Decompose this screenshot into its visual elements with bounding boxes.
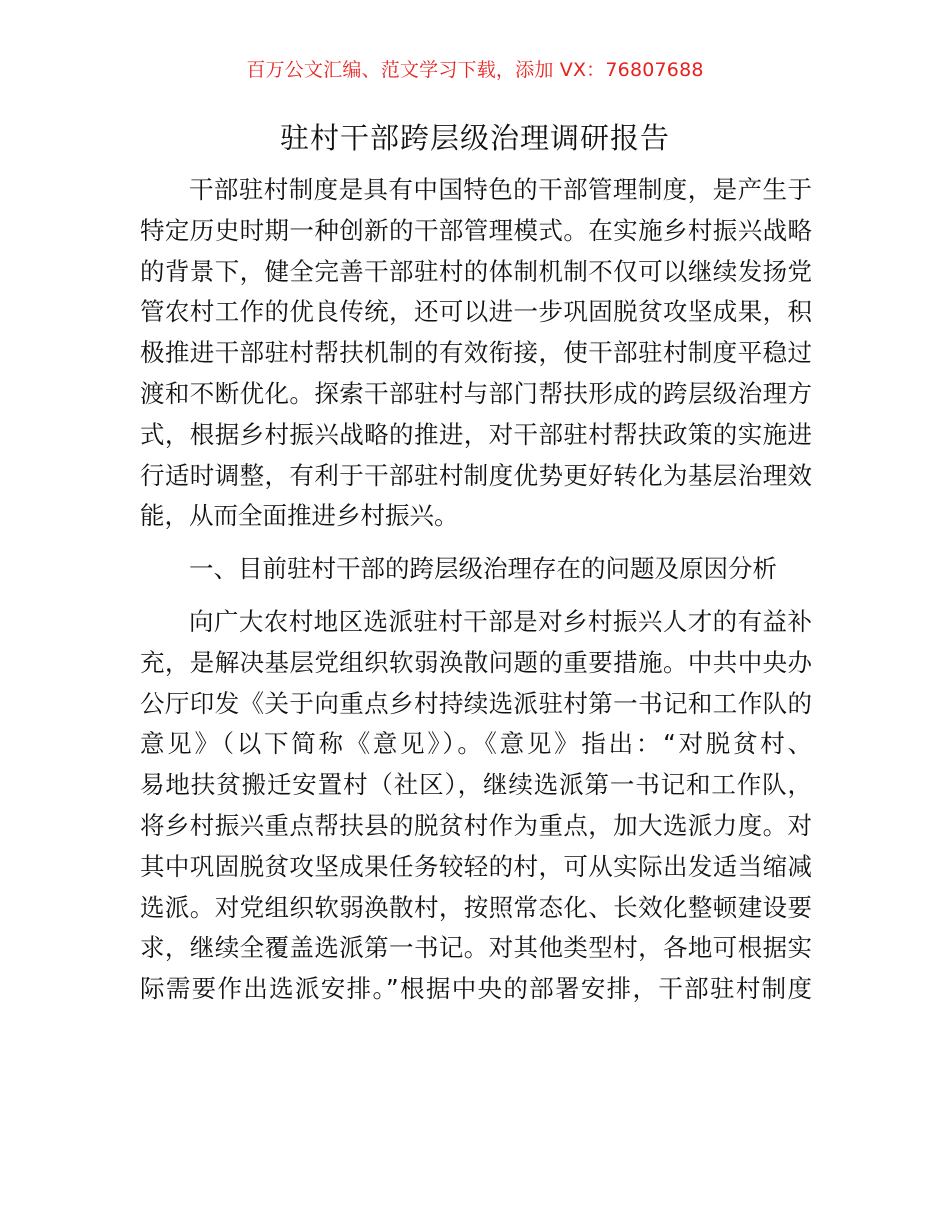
- text-line: 选派。对党组织软弱涣散村，按照常态化、长效化整顿建设要: [140, 892, 812, 922]
- text-line: 将乡村振兴重点帮扶县的脱贫村作为重点，加大选派力度。对: [140, 810, 812, 840]
- document-title: 驻村干部跨层级治理调研报告: [279, 121, 670, 155]
- text-line: 管农村工作的优良传统，还可以进一步巩固脱贫攻坚成果，积: [140, 297, 812, 327]
- text-line: 其中巩固脱贫攻坚成果任务较轻的村，可从实际出发适当缩减: [140, 851, 812, 881]
- text-line: 渡和不断优化。探索干部驻村与部门帮扶形成的跨层级治理方: [140, 378, 812, 408]
- paragraph-section-one: [140, 602, 812, 1010]
- text-line: 公厅印发《关于向重点乡村持续选派驻村第一书记和工作队的: [140, 688, 812, 718]
- section-heading: [140, 549, 812, 590]
- text-line: 际需要作出选派安排。”根据中央的部署安排，干部驻村制度: [140, 974, 812, 1004]
- text-line: 行适时调整，有利于干部驻村制度优势更好转化为基层治理效: [140, 460, 812, 490]
- text-line: 干部驻村制度是具有中国特色的干部管理制度，是产生于: [189, 175, 812, 204]
- text-line: 能，从而全面推进乡村振兴。: [140, 501, 459, 531]
- text-line: 的背景下，健全完善干部驻村的体制机制不仅可以继续发扬党: [140, 256, 812, 286]
- paragraph-intro: [140, 170, 812, 537]
- document-body: [140, 170, 812, 1010]
- text-line: 意见》（以下简称《意见》）。《意见》指出：“对脱贫村、: [140, 729, 812, 759]
- text-line: 极推进干部驻村帮扶机制的有效衔接，使干部驻村制度平稳过: [140, 338, 812, 368]
- text-line: 求，继续全覆盖选派第一书记。对其他类型村，各地可根据实: [140, 933, 812, 963]
- text-line: 特定历史时期一种创新的干部管理模式。在实施乡村振兴战略: [140, 215, 812, 245]
- text-line: 充，是解决基层党组织软弱涣散问题的重要措施。中共中央办: [140, 647, 812, 677]
- heading-line: 一、目前驻村干部的跨层级治理存在的问题及原因分析: [189, 554, 777, 584]
- watermark-banner: 百万公文汇编、范文学习下载，添加 VX：76807688: [246, 59, 704, 81]
- text-line: 向广大农村地区选派驻村干部是对乡村振兴人才的有益补: [189, 606, 812, 636]
- text-line: 式，根据乡村振兴战略的推进，对干部驻村帮扶政策的实施进: [140, 419, 812, 449]
- text-line: 易地扶贫搬迁安置村（社区），继续选派第一书记和工作队，: [140, 770, 812, 800]
